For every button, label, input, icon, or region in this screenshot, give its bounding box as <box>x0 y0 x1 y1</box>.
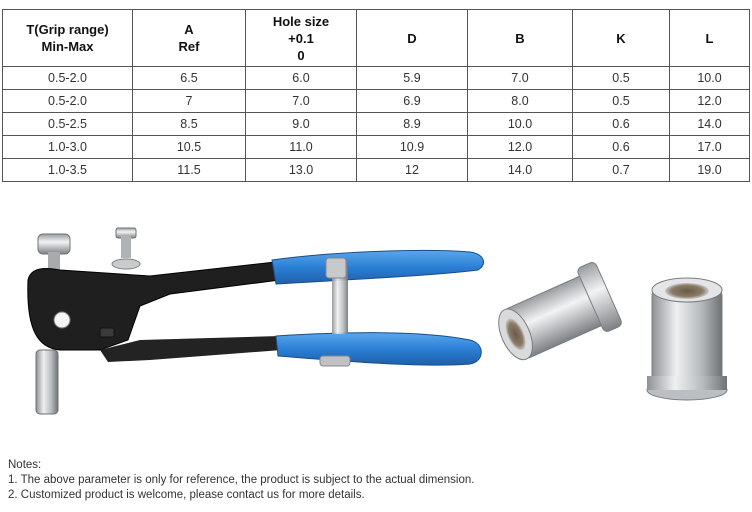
table-cell: 14.0 <box>670 113 750 136</box>
header-grip-range: T(Grip range) Min-Max <box>3 10 133 67</box>
table-row <box>3 136 750 159</box>
notes-section <box>8 458 748 503</box>
table-row <box>3 113 750 136</box>
table-cell: 12.0 <box>468 136 573 159</box>
table-cell: 0.5-2.0 <box>3 90 133 113</box>
table-cell: 8.0 <box>468 90 573 113</box>
table-cell: 14.0 <box>468 159 573 182</box>
header-d: D <box>357 10 468 67</box>
table-cell: 0.5 <box>573 67 670 90</box>
table-cell: 19.0 <box>670 159 750 182</box>
table-cell: 6.0 <box>246 67 357 90</box>
table-cell: 0.5 <box>573 90 670 113</box>
spec-table <box>2 9 750 182</box>
table-cell: 8.9 <box>357 113 468 136</box>
rivet-tool <box>28 228 484 414</box>
product-photo <box>0 200 752 445</box>
table-cell: 12 <box>357 159 468 182</box>
table-cell: 12.0 <box>670 90 750 113</box>
table-cell: 0.7 <box>573 159 670 182</box>
header-b: B <box>468 10 573 67</box>
table-row <box>3 90 750 113</box>
rivet-nut-front <box>647 278 727 400</box>
header-l: L <box>670 10 750 67</box>
table-cell: 1.0-3.0 <box>3 136 133 159</box>
header-k: K <box>573 10 670 67</box>
table-row <box>3 67 750 90</box>
table-cell: 5.9 <box>357 67 468 90</box>
table-cell: 17.0 <box>670 136 750 159</box>
table-cell: 13.0 <box>246 159 357 182</box>
table-cell: 7.0 <box>468 67 573 90</box>
table-cell: 7 <box>133 90 246 113</box>
table-cell: 1.0-3.5 <box>3 159 133 182</box>
rivet-nut-side <box>489 261 623 372</box>
table-cell: 10.0 <box>468 113 573 136</box>
note-line-1: 1. The above parameter is only for reference, the product is subject to the actual dimension. <box>8 474 475 486</box>
table-cell: 0.5-2.0 <box>3 67 133 90</box>
note-line-2: 2. Customized product is welcome, please contact us for more details. <box>8 489 365 501</box>
table-cell: 9.0 <box>246 113 357 136</box>
table-cell: 11.0 <box>246 136 357 159</box>
table-cell: 0.6 <box>573 136 670 159</box>
notes-title: Notes: <box>8 459 42 471</box>
table-row <box>3 159 750 182</box>
table-cell: 6.9 <box>357 90 468 113</box>
table-cell: 10.5 <box>133 136 246 159</box>
table-cell: 0.6 <box>573 113 670 136</box>
table-cell: 0.5-2.5 <box>3 113 133 136</box>
table-body <box>3 67 750 182</box>
table-cell: 6.5 <box>133 67 246 90</box>
table-cell: 10.9 <box>357 136 468 159</box>
table-cell: 11.5 <box>133 159 246 182</box>
header-hole-size: Hole size +0.1 0 <box>246 10 357 67</box>
table-cell: 7.0 <box>246 90 357 113</box>
table-cell: 8.5 <box>133 113 246 136</box>
table-cell: 10.0 <box>670 67 750 90</box>
table-header-row <box>3 10 750 67</box>
header-a-ref: A Ref <box>133 10 246 67</box>
